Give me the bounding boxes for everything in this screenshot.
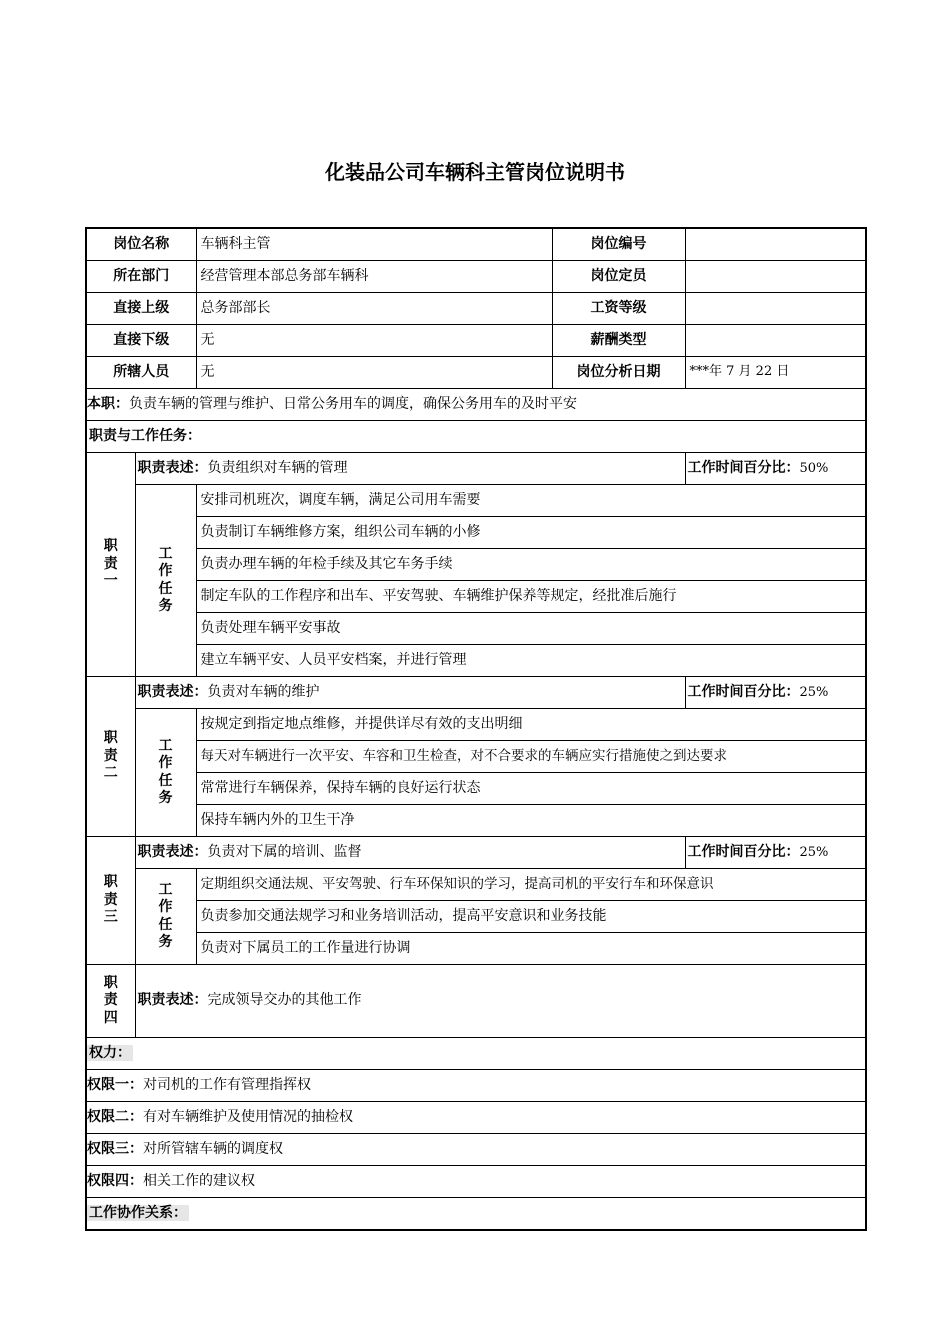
task-row — [86, 581, 866, 613]
duty-name-4: 职 责 四 — [86, 965, 135, 1038]
authority-row — [86, 1102, 866, 1134]
label-pay-type: 薪酬类型 — [552, 325, 685, 357]
label-headcount: 岗位定员 — [552, 261, 685, 293]
time-percent-label: 工作时间百分比： — [687, 683, 800, 700]
duty-desc-label: 职责表述： — [137, 843, 208, 860]
value-staff: 无 — [196, 357, 552, 389]
label-staff: 所辖人员 — [86, 357, 196, 389]
header-row — [86, 293, 866, 325]
task-item: 负责对下属员工的工作量进行协调 — [196, 933, 866, 965]
authority-row — [86, 1070, 866, 1102]
label-position-name: 岗位名称 — [86, 228, 196, 261]
value-salary-grade — [685, 293, 866, 325]
task-item: 每天对车辆进行一次平安、车容和卫生检查，对不合要求的车辆应实行措施使之到达要求 — [196, 741, 866, 773]
main-duty-label: 本职： — [87, 395, 129, 412]
label-analysis-date: 岗位分析日期 — [552, 357, 685, 389]
task-item: 安排司机班次，调度车辆，满足公司用车需要 — [196, 485, 866, 517]
authority-text: 相关工作的建议权 — [143, 1172, 255, 1189]
time-percent-value: 50% — [799, 460, 829, 476]
authority-label: 权限二： — [87, 1108, 143, 1125]
header-row — [86, 261, 866, 293]
task-label: 工 作 任 务 — [135, 485, 196, 677]
duty-desc-text: 负责对下属的培训、监督 — [207, 843, 362, 860]
authority-row — [86, 1166, 866, 1198]
duty-desc-label: 职责表述： — [137, 459, 208, 476]
cooperation-heading: 工作协作关系： — [89, 1204, 187, 1221]
task-row — [86, 613, 866, 645]
value-department: 经营管理本部总务部车辆科 — [196, 261, 552, 293]
task-row — [86, 645, 866, 677]
main-duty-row — [86, 389, 866, 421]
duty-desc-label: 职责表述： — [137, 992, 208, 1009]
time-percent-value: 25% — [799, 684, 829, 700]
value-position-code — [685, 228, 866, 261]
time-percent-label: 工作时间百分比： — [687, 459, 800, 476]
authority-heading: 权力： — [89, 1044, 131, 1061]
label-department: 所在部门 — [86, 261, 196, 293]
duty-name-3: 职 责 三 — [86, 837, 135, 965]
task-label: 工 作 任 务 — [135, 709, 196, 837]
authority-heading-row — [86, 1038, 866, 1070]
task-row — [86, 485, 866, 517]
job-description-table — [85, 227, 867, 1231]
duty-desc-row — [86, 677, 866, 709]
task-row — [86, 869, 866, 901]
value-pay-type — [685, 325, 866, 357]
main-duty-text: 负责车辆的管理与维护、日常公务用车的调度，确保公务用车的及时平安 — [129, 395, 577, 412]
duty-desc-label: 职责表述： — [137, 683, 208, 700]
task-row — [86, 933, 866, 965]
value-direct-subordinate: 无 — [196, 325, 552, 357]
duty-name-2: 职 责 二 — [86, 677, 135, 837]
label-salary-grade: 工资等级 — [552, 293, 685, 325]
authority-text: 对司机的工作有管理指挥权 — [143, 1076, 311, 1093]
task-row — [86, 549, 866, 581]
value-position-name: 车辆科主管 — [196, 228, 552, 261]
header-row — [86, 325, 866, 357]
duties-heading-row — [86, 421, 866, 453]
task-item: 制定车队的工作程序和出车、平安驾驶、车辆维护保养等规定，经批准后施行 — [196, 581, 866, 613]
task-item: 负责办理车辆的年检手续及其它车务手续 — [196, 549, 866, 581]
duty-desc-row — [86, 837, 866, 869]
time-percent-value: 25% — [799, 844, 829, 860]
authority-row — [86, 1134, 866, 1166]
header-row — [86, 228, 866, 261]
duty-desc-text: 负责组织对车辆的管理 — [207, 459, 348, 476]
label-direct-subordinate: 直接下级 — [86, 325, 196, 357]
task-label: 工 作 任 务 — [135, 869, 196, 965]
task-item: 常常进行车辆保养，保持车辆的良好运行状态 — [196, 773, 866, 805]
task-row — [86, 773, 866, 805]
task-row — [86, 517, 866, 549]
task-row — [86, 741, 866, 773]
duty-name-1: 职 责 一 — [86, 453, 135, 677]
cooperation-heading-row — [86, 1198, 866, 1231]
value-headcount — [685, 261, 866, 293]
task-item: 负责处理车辆平安事故 — [196, 613, 866, 645]
task-item: 定期组织交通法规、平安驾驶、行车环保知识的学习，提高司机的平安行车和环保意识 — [196, 869, 866, 901]
duty-desc-text: 完成领导交办的其他工作 — [207, 992, 362, 1009]
task-item: 负责制订车辆维修方案，组织公司车辆的小修 — [196, 517, 866, 549]
authority-label: 权限三： — [87, 1140, 143, 1157]
authority-label: 权限四： — [87, 1172, 143, 1189]
document-title: 化装品公司车辆科主管岗位说明书 — [325, 160, 625, 184]
duties-heading: 职责与工作任务： — [89, 427, 201, 444]
duty-desc-row — [86, 965, 866, 1038]
authority-text: 有对车辆维护及使用情况的抽检权 — [143, 1108, 353, 1125]
authority-label: 权限一： — [87, 1076, 143, 1093]
task-item: 建立车辆平安、人员平安档案，并进行管理 — [196, 645, 866, 677]
label-position-code: 岗位编号 — [552, 228, 685, 261]
task-item: 按规定到指定地点维修，并提供详尽有效的支出明细 — [196, 709, 866, 741]
duty-desc-row — [86, 453, 866, 485]
header-row — [86, 357, 866, 389]
time-percent-label: 工作时间百分比： — [687, 843, 800, 860]
label-direct-superior: 直接上级 — [86, 293, 196, 325]
value-direct-superior: 总务部部长 — [196, 293, 552, 325]
task-item: 负责参加交通法规学习和业务培训活动，提高平安意识和业务技能 — [196, 901, 866, 933]
value-analysis-date: ***年 7 月 22 日 — [685, 357, 866, 389]
task-row — [86, 709, 866, 741]
task-row — [86, 901, 866, 933]
duty-desc-text: 负责对车辆的维护 — [207, 683, 320, 700]
authority-text: 对所管辖车辆的调度权 — [143, 1140, 283, 1157]
task-item: 保持车辆内外的卫生干净 — [196, 805, 866, 837]
task-row — [86, 805, 866, 837]
